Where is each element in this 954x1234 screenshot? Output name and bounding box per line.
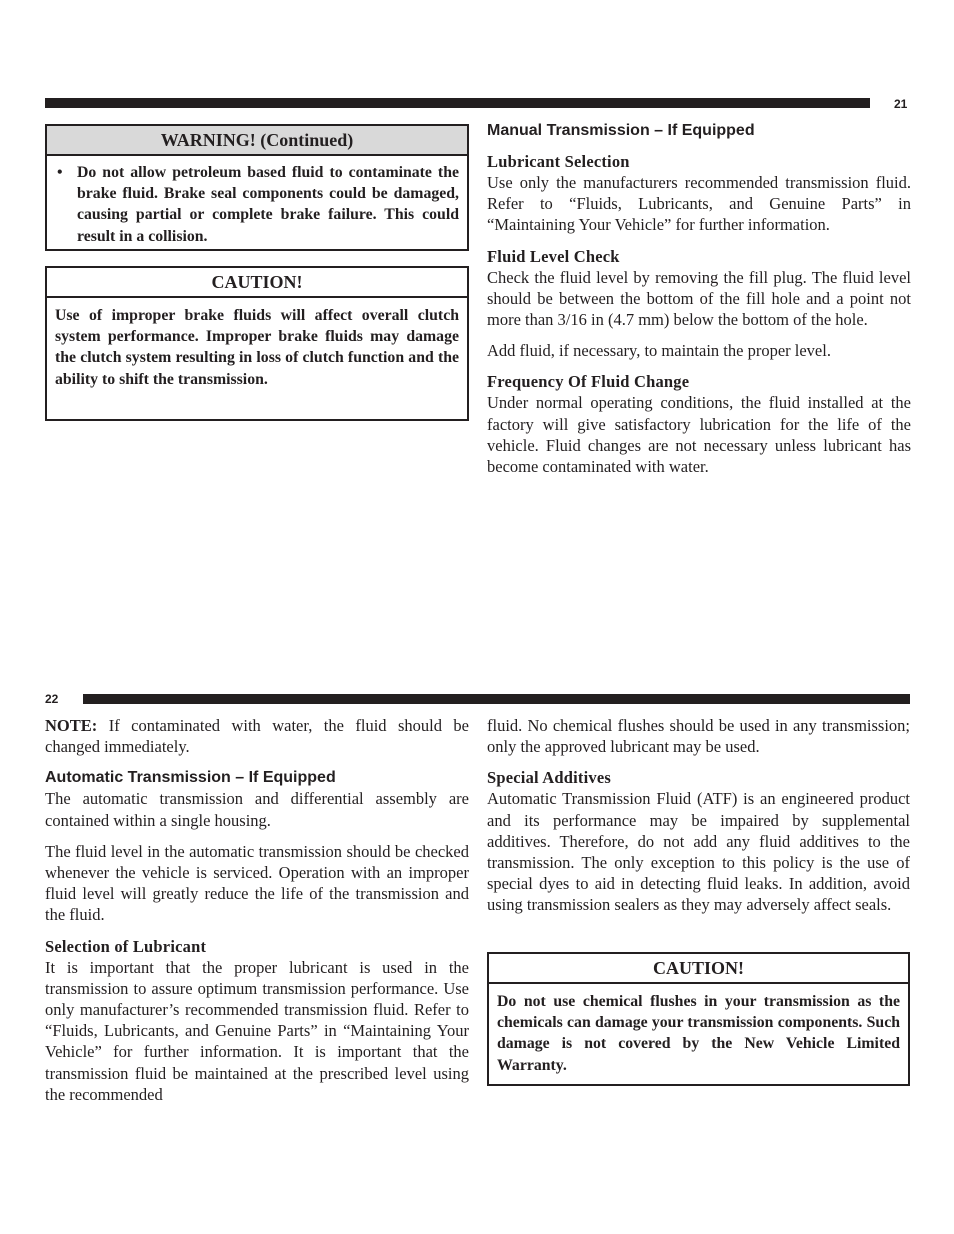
page-number: 21: [894, 97, 908, 111]
additives-section: [487, 715, 910, 916]
note-paragraph: [45, 715, 469, 757]
subheading: Fluid Level Check: [487, 246, 620, 266]
caution-body: Use of improper brake fluids will affect overall clutch system performance. Improper brake fluids may damage the clutch system resulting in loss of clutch function and the ability to shift the transmission.: [55, 307, 459, 388]
bullet-icon: •: [57, 164, 63, 181]
subheading: Frequency Of Fluid Change: [487, 372, 690, 392]
paragraph: Automatic Transmission Fluid (ATF) is an engineered product and its performance may be impaired by supplemental additives. Therefore, do not add any fluid additives to the transmission. The only exception to this policy is the use of special dyes to aid in detecting fluid leaks. In addition, avoid using transmission sealers as they may adversely affect seals.: [487, 789, 910, 915]
warning-box: [45, 124, 469, 251]
automatic-transmission-section: [45, 715, 469, 1105]
paragraph: Check the fluid level by removing the fill plug. The fluid level should be between the bottom of the fill hole and a point not more than 3/16 in (4.7 mm) below the bottom of the hole.: [487, 267, 911, 330]
header-rule-top: [45, 98, 870, 108]
paragraph: Add fluid, if necessary, to maintain the proper level.: [487, 341, 831, 361]
note-label: NOTE:: [45, 716, 98, 735]
note-text: If contaminated with water, the fluid should be changed immediately.: [45, 716, 469, 757]
subheading: Selection of Lubricant: [45, 936, 207, 956]
section-heading: Manual Transmission – If Equipped: [487, 122, 755, 139]
caution-box-brake: [45, 266, 469, 421]
caution-box-flushes: [487, 952, 910, 1086]
warning-title: WARNING! (Continued): [47, 126, 467, 156]
manual-transmission-section: [487, 120, 911, 477]
caution-body: Do not use chemical flushes in your transmission as the chemicals can damage your transmission components. Such damage is not covered by the New Vehicle Limited Warranty.: [497, 993, 900, 1074]
caution-title: CAUTION!: [489, 954, 908, 984]
section-heading: Automatic Transmission – If Equipped: [45, 769, 336, 787]
paragraph: fluid. No chemical flushes should be used in any transmission; only the approved lubricant may be used.: [487, 716, 910, 757]
subheading: Lubricant Selection: [487, 152, 630, 171]
caution-title: CAUTION!: [47, 268, 467, 298]
page-number: 22: [45, 692, 59, 706]
paragraph: Use only the manufacturers recommended transmission fluid. Refer to “Fluids, Lubricants, and Genuine Parts” in “Maintaining Your Vehicle” for further information.: [487, 173, 911, 235]
warning-bullet: [55, 162, 459, 247]
warning-body: [47, 156, 467, 255]
paragraph: The automatic transmission and differential assembly are contained within a single housing.: [45, 789, 469, 830]
paragraph: The fluid level in the automatic transmission should be checked whenever the vehicle is serviced. Operation with an improper fluid level will greatly reduce the life of the transmission and the fluid.: [45, 841, 469, 925]
warning-bullet-text: Do not allow petroleum based fluid to contaminate the brake fluid. Brake seal components could be damaged, causing partial or complete brake failure. This could result in a collision.: [77, 164, 459, 245]
subheading: Special Additives: [487, 768, 611, 788]
paragraph: It is important that the proper lubricant is used in the transmission to assure optimum transmission performance. Use only manufacturer’s recommended transmission fluid. Refer to “Fluids, Lubricants, and Genuine Parts” in “Maintaining Your Vehicle” for further information. It is important that the transmission fluid be maintained at the prescribed level using the recommended: [45, 957, 469, 1104]
paragraph: Under normal operating conditions, the fluid installed at the factory will give satisfactory lubrication for the life of the vehicle. Fluid changes are not necessary unless lubricant has become contaminated with water.: [487, 393, 911, 477]
header-rule-bottom: [83, 694, 910, 704]
